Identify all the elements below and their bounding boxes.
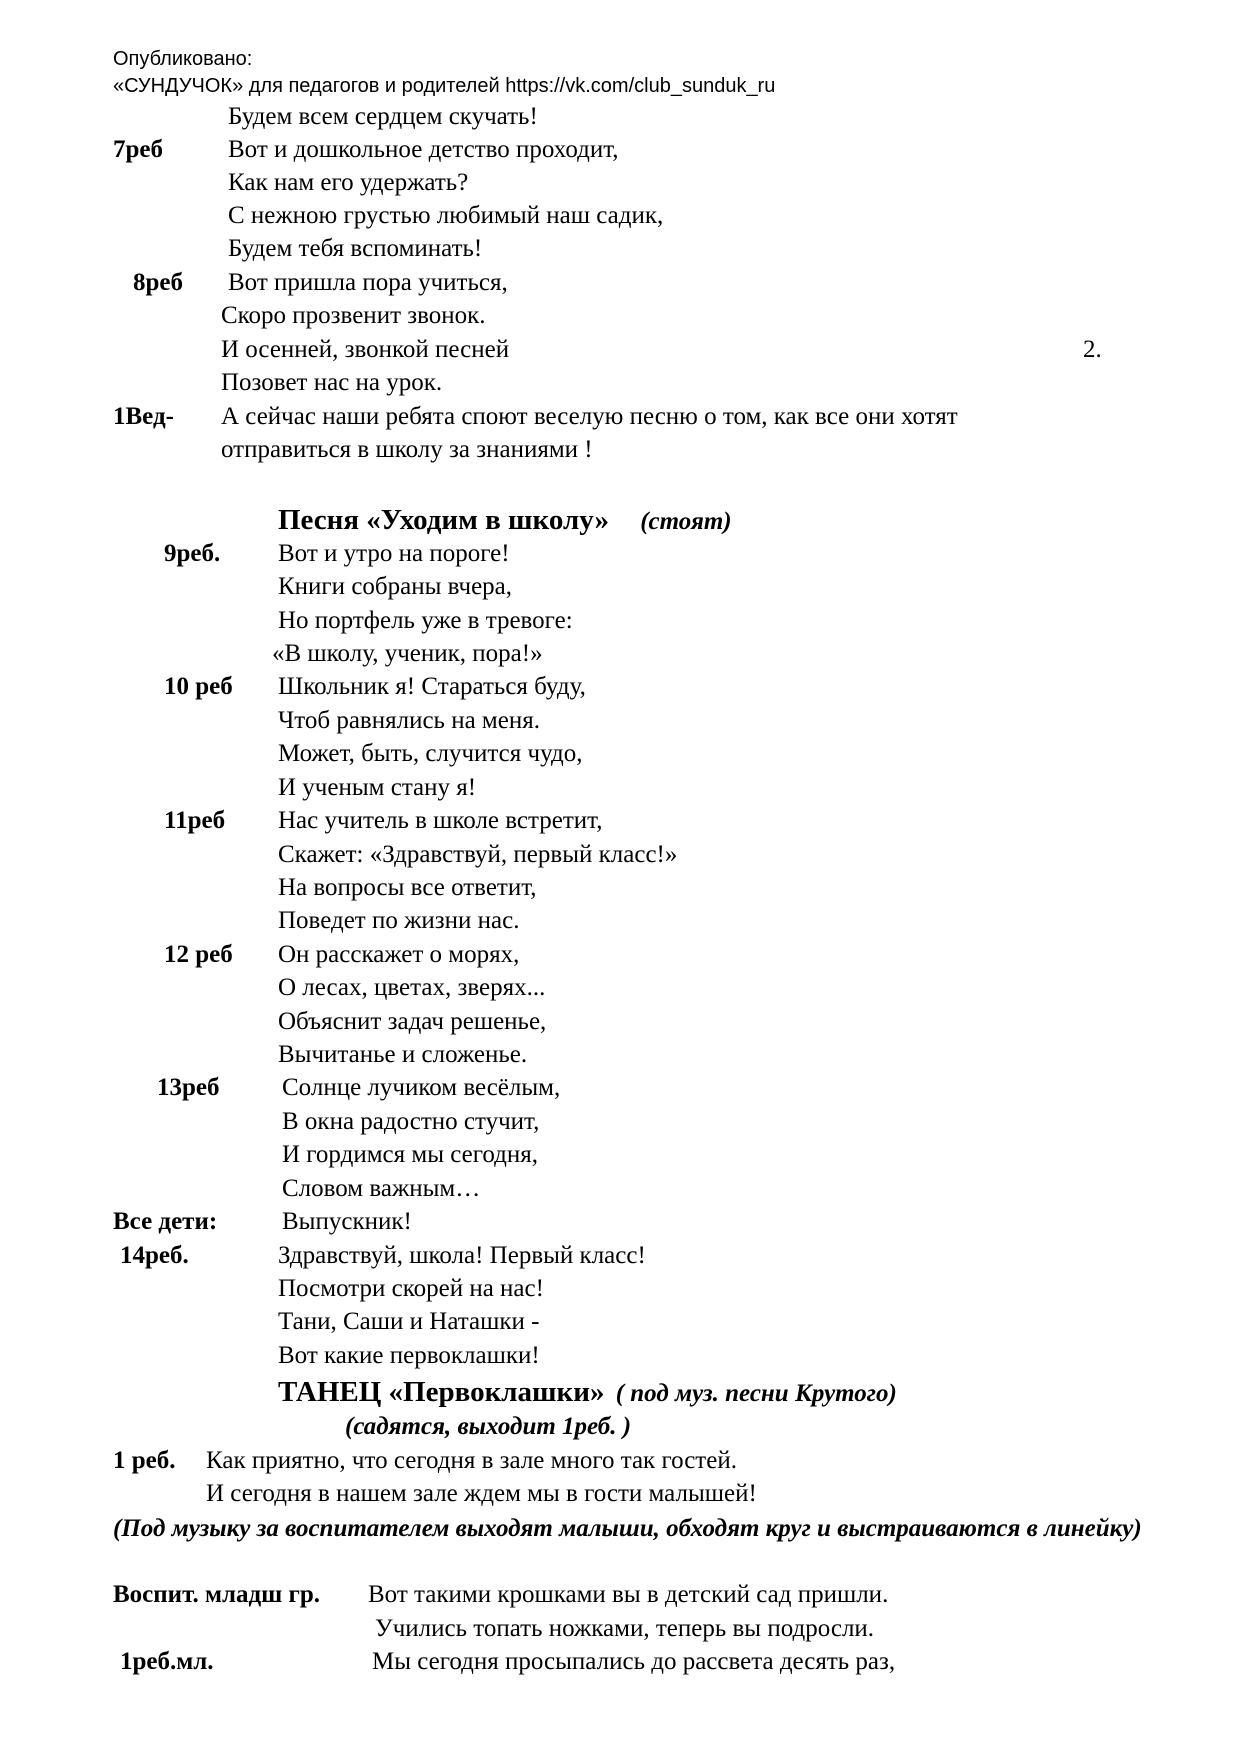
speaker-label: Воспит. младш гр. [113, 1581, 321, 1608]
verse-line: Как нам его удержать? [228, 169, 469, 196]
verse-line: Здравствуй, школа! Первый класс! [278, 1242, 646, 1269]
stage-direction: (садятся, выходит 1реб. ) [345, 1413, 632, 1440]
verse-line: Может, быть, случится чудо, [278, 740, 583, 767]
verse-line: Вычитанье и сложенье. [278, 1041, 528, 1068]
dance-title [278, 1375, 897, 1411]
speaker-label: 1Вед- [113, 403, 174, 430]
verse-line: Поведет по жизни нас. [278, 907, 520, 934]
verse-line: Чтоб равнялись на меня. [278, 707, 540, 734]
speaker-label: 12 реб [164, 941, 233, 968]
verse-line: Школьник я! Стараться буду, [278, 673, 586, 700]
verse-line: Как приятно, что сегодня в зале много так гостей. [206, 1447, 737, 1474]
speaker-label: 9реб. [164, 540, 221, 567]
speaker-label: 1реб.мл. [120, 1648, 214, 1675]
verse-line: Вот и дошкольное детство проходит, [228, 136, 619, 163]
stage-note: (стоят) [640, 508, 732, 535]
verse-line: Он расскажет о морях, [278, 941, 520, 968]
music-note: ( под муз. песни Крутого) [615, 1380, 897, 1407]
verse-line: В окна радостно стучит, [282, 1108, 540, 1135]
verse-line: Нас учитель в школе встретит, [278, 807, 603, 834]
speaker-label: 10 реб [164, 673, 233, 700]
published-label: Опубликовано: [113, 48, 253, 70]
song-title-text: Песня «Уходим в школу» [278, 504, 609, 536]
verse-line: Учились топать ножками, теперь вы подросли. [375, 1615, 875, 1642]
verse-line: И гордимся мы сегодня, [282, 1141, 538, 1168]
verse-line: Скажет: «Здравствуй, первый класс!» [278, 841, 678, 868]
speaker-label: 13реб [157, 1074, 220, 1101]
speaker-label: Все дети: [113, 1208, 218, 1235]
speaker-label: 8реб [133, 269, 183, 296]
verse-line: Вот какие первоклашки! [278, 1342, 540, 1369]
speaker-label: 14реб. [120, 1242, 189, 1269]
verse-line: Солнце лучиком весёлым, [282, 1074, 561, 1101]
narration-line: А сейчас наши ребята споют веселую песню о том, как все они хотят [221, 403, 958, 430]
dance-title-text: ТАНЕЦ «Первоклашки» [278, 1376, 605, 1408]
verse-line: Объяснит задач решенье, [278, 1008, 547, 1035]
verse-line: Будем тебя вспоминать! [228, 235, 483, 262]
speaker-label: 7реб [113, 136, 163, 163]
verse-line: Вот такими крошками вы в детский сад пришли. [368, 1581, 889, 1608]
verse-line: Книги собраны вчера, [278, 573, 513, 600]
verse-line: Вот и утро на пороге! [278, 540, 510, 567]
verse-line: Вот пришла пора учиться, [228, 269, 508, 296]
song-title [278, 503, 732, 539]
verse-line: Позовет нас на урок. [221, 369, 443, 396]
verse-line: «В школу, ученик, пора!» [272, 640, 543, 667]
verse-line: Скоро прозвенит звонок. [221, 302, 486, 329]
verse-line: Посмотри скорей на нас! [278, 1275, 544, 1302]
verse-line: Словом важным… [282, 1175, 481, 1202]
speaker-label: 11реб [164, 807, 226, 834]
page-number: 2. [1083, 336, 1102, 363]
verse-line: Но портфель уже в тревоге: [278, 607, 573, 634]
verse-line: И ученым стану я! [278, 774, 477, 801]
narration-line: отправиться в школу за знаниями ! [221, 436, 593, 463]
verse-line: И осенней, звонкой песней [221, 336, 510, 363]
verse-line: На вопросы все ответит, [278, 874, 537, 901]
verse-line: Тани, Саши и Наташки - [278, 1308, 540, 1335]
verse-line: Будем всем сердцем скучать! [228, 103, 538, 130]
verse-line: Выпускник! [282, 1208, 412, 1235]
verse-line: Мы сегодня просыпались до рассвета десять раз, [372, 1648, 896, 1675]
source-line: «СУНДУЧОК» для педагогов и родителей https://vk.com/club_sunduk_ru [113, 75, 776, 97]
verse-line: С нежною грустью любимый наш садик, [228, 202, 664, 229]
verse-line: И сегодня в нашем зале ждем мы в гости малышей! [206, 1480, 757, 1507]
stage-direction: (Под музыку за воспитателем выходят малыши, обходят круг и выстраиваются в линейку) [113, 1515, 1142, 1542]
speaker-label: 1 реб. [113, 1447, 176, 1474]
verse-line: О лесах, цветах, зверях... [278, 974, 546, 1001]
